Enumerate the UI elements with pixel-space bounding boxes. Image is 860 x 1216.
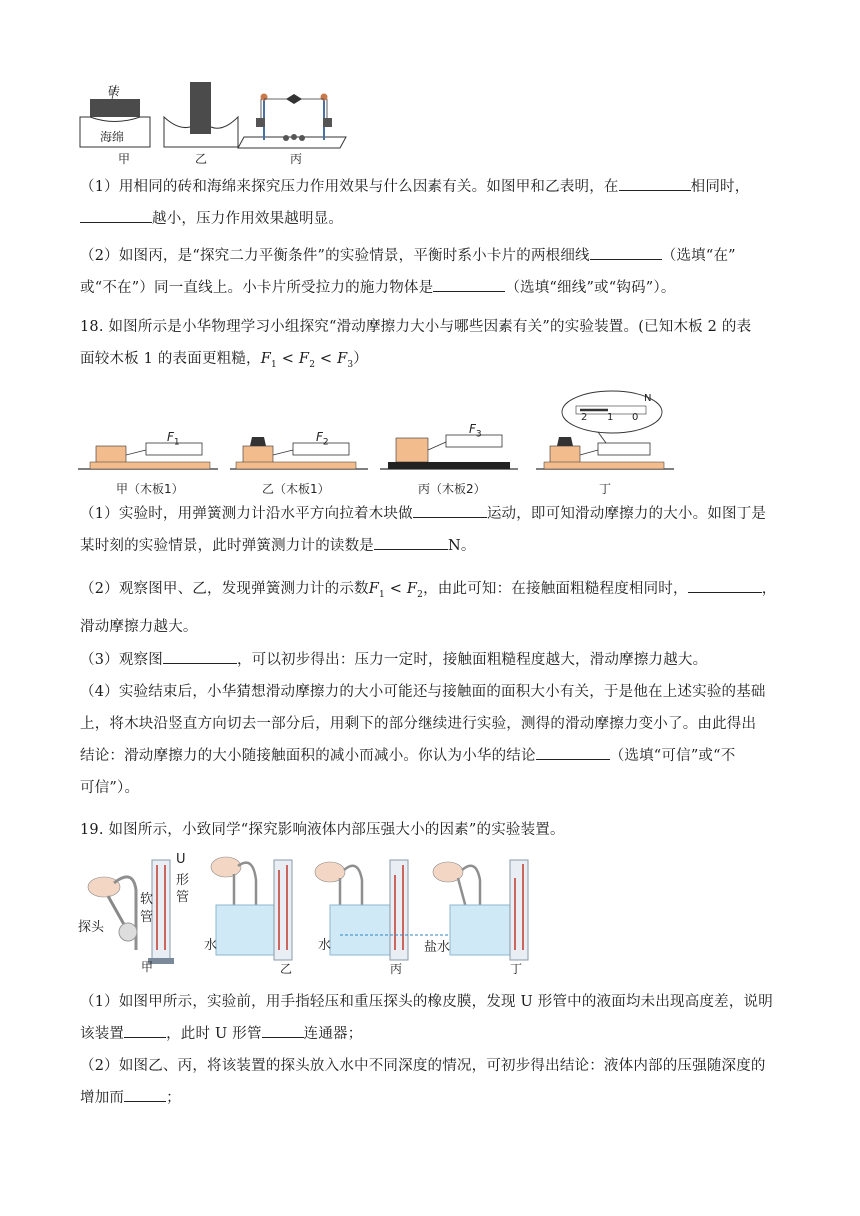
q19-intro: 19. 如图所示，小致同学“探究影响液体内部压强大小的因素”的实验装置。 — [80, 822, 565, 838]
brick — [90, 99, 140, 117]
dial-1: 1 — [607, 412, 614, 423]
label-probe: 探头 — [78, 920, 105, 935]
brick-upright — [190, 82, 211, 134]
beaker-saltwater — [450, 905, 510, 955]
q18-part3: （3）观察图 ，可以初步得出：压力一定时，接触面粗糙程度越大，滑动摩擦力越大。 — [80, 644, 785, 676]
caption-yi-board1: 乙（木板1） — [262, 482, 330, 496]
answer-blank[interactable] — [124, 1023, 166, 1038]
caption-ding: 丁 — [599, 482, 612, 496]
label-brick: 砖 — [108, 84, 121, 98]
label-sponge: 海绵 — [100, 130, 125, 144]
force-f2: $F_2$ — [316, 430, 329, 448]
force-f1: $F_1$ — [167, 430, 180, 448]
label-water-bing: 水 — [318, 938, 332, 953]
q19-part2: （2）如图乙、丙，将该装置的探头放入水中不同深度的情况，可初步得出结论：液体内部的压强随深度的 增加而 ； — [80, 1058, 766, 1106]
q17-part2: （2）如图丙，是“探究二力平衡条件”的实验情景，平衡时系小卡片的两根细线 （选填“在” 或“不在”）同一直线上。小卡片所受拉力的施力物体是 （选填“细线”或“钩码”）。 — [80, 240, 785, 304]
dial-0: 0 — [632, 412, 639, 423]
answer-blank[interactable] — [433, 277, 505, 292]
dial-2: 2 — [581, 412, 588, 423]
answer-blank[interactable] — [590, 245, 662, 260]
answer-blank[interactable] — [374, 535, 448, 550]
figure-18 — [78, 390, 678, 478]
answer-blank[interactable] — [619, 176, 691, 191]
q18-part4: （4）实验结束后，小华猜想滑动摩擦力的大小可能还与接触面的面积大小有关，于是他在上述实验的基础 上，将木块沿竖直方向切去一部分后，用剩下的部分继续进行实验，测得的滑动摩擦力变小了。由此得出 结论：滑动摩擦力的大小随接触面积的减小而减小。你认为小华的结论 （选填“可信”或“不 可信”）。 — [80, 684, 766, 796]
inequality-f1-f2-f3: $F_1 < F_2 < F_3$ — [260, 351, 354, 370]
caption-jia: 甲 — [118, 152, 131, 166]
label-water-yi: 水 — [204, 938, 218, 953]
q18-part1: （1）实验时，用弹簧测力计沿水平方向拉着木块做 运动，即可知滑动摩擦力的大小。如图丁是 某时刻的实验情景，此时弹簧测力计的读数是 N。 — [80, 498, 785, 562]
u-tube-board — [152, 860, 170, 960]
answer-blank[interactable] — [688, 578, 762, 593]
answer-blank[interactable] — [80, 208, 152, 223]
force-f3: $F_3$ — [469, 422, 482, 440]
figure-17 — [78, 82, 350, 168]
beaker-water — [216, 905, 276, 955]
caption-bing-19: 丙 — [390, 962, 403, 976]
answer-blank[interactable] — [124, 1087, 166, 1102]
caption-jia-19: 甲 — [141, 960, 154, 974]
card — [286, 94, 302, 104]
dial-unit: N — [644, 393, 652, 404]
caption-ding-19: 丁 — [510, 962, 523, 976]
label-hose-2: 管 — [140, 910, 154, 925]
weight — [250, 437, 266, 446]
answer-blank[interactable] — [163, 649, 237, 664]
hand — [88, 877, 120, 897]
caption-yi: 乙 — [195, 152, 208, 166]
label-u-tube-1: U — [176, 852, 186, 867]
q18-intro: 18. 如图所示是小华物理学习小组探究“滑动摩擦力大小与哪些因素有关”的实验装置。(已知木板 2 的表 面较木板 1 的表面更粗糙，$F_1 < F_2 < F_3$） — [80, 319, 752, 370]
answer-blank[interactable] — [262, 1023, 304, 1038]
figure-19 — [78, 850, 548, 975]
label-u-tube-2: 形 — [176, 873, 190, 888]
answer-blank[interactable] — [536, 745, 610, 760]
caption-bing-board2: 丙（木板2） — [418, 482, 486, 496]
rough-board — [388, 462, 510, 469]
label-hose-1: 软 — [140, 892, 154, 907]
label-saltwater: 盐水 — [424, 940, 451, 955]
q18-part2: （2）观察图甲、乙，发现弹簧测力计的示数$F_1 < F_2$，由此可知：在接触面粗糙程度相同时， ， 滑动摩擦力越大。 — [80, 573, 785, 643]
caption-yi-19: 乙 — [280, 962, 293, 976]
inequality-f1-f2: $F_1 < F_2$ — [368, 581, 424, 600]
q19-part1: （1）如图甲所示，实验前，用手指轻压和重压探头的橡皮膜，发现 U 形管中的液面均未出现高度差，说明 该装置 ，此时 U 形管 连通器； — [80, 994, 773, 1042]
label-u-tube-3: 管 — [176, 890, 190, 905]
answer-blank[interactable] — [413, 503, 487, 518]
caption-jia-board1: 甲（木板1） — [116, 482, 184, 496]
probe — [119, 923, 137, 941]
q17-part1: （1）用相同的砖和海绵来探究压力作用效果与什么因素有关。如图甲和乙表明，在 相同时， 越小，压力作用效果越明显。 — [80, 171, 785, 235]
caption-bing: 丙 — [290, 152, 303, 166]
